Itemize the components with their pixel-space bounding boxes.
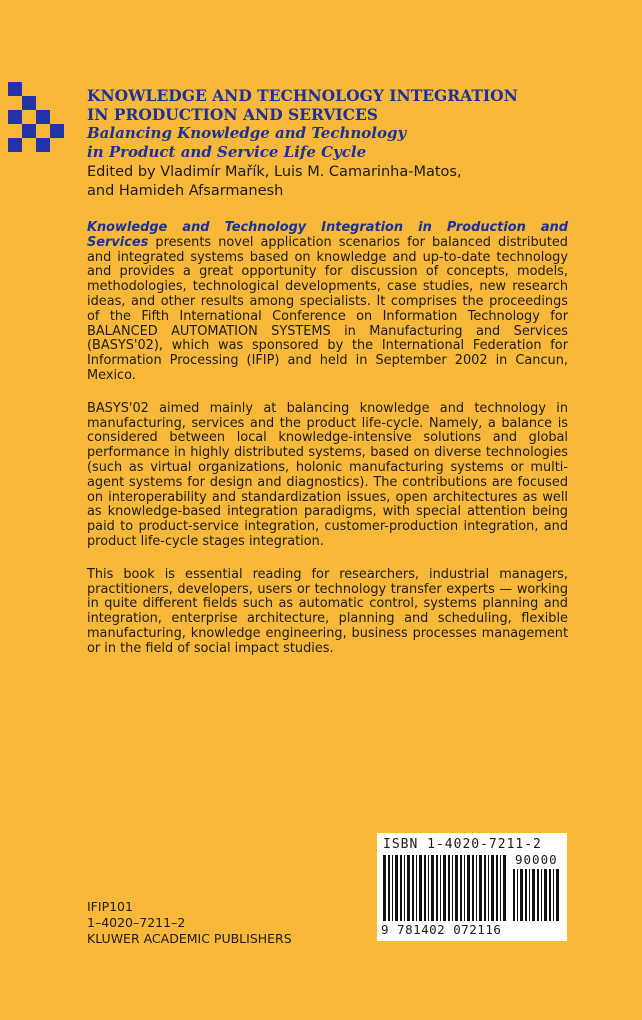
description-paragraph-1-text: presents novel application scenarios for balanced distributed and integrated systems based on knowledge and up-to-date technology and provides a great opportunity for discussion of concepts, models, methodologies, technological developments, case studies, new research ideas, and other results among specialists. It comprises the proceedings of the Fifth International Conference on Information Technology for BALANCED AUTOMATION SYSTEMS in Manufacturing and Services (BASYS'02), which was sponsored by the International Federation for Information Processing (IFIP) and held in September 2002 in Cancun, Mexico. [87,234,568,383]
subtitle-line-2: in Product and Service Life Cycle [87,143,367,161]
editors-line-2: and Hamideh Afsarmanesh [87,183,284,199]
description-book-title: Knowledge and Technology Integration in Production and Services [87,220,568,250]
subtitle-line-1: Balancing Knowledge and Technology [87,124,407,142]
editors-line-1: Edited by Vladimír Mařík, Luis M. Camarinha-Matos, [87,164,462,180]
description-paragraph-1 [87,221,568,384]
book-subtitle [87,124,607,162]
title-line-1: KNOWLEDGE AND TECHNOLOGY INTEGRATION [87,86,518,105]
book-title [87,86,607,124]
footer-series: IFIP101 [87,899,133,914]
description-paragraph-3: This book is essential reading for researchers, industrial managers, practitioners, developers, users or technology transfer experts — working in quite different fields such as automatic control, systems planning and integration, enterprise architecture, planning and scheduling, flexible manufacturing, knowledge engineering, business processes management or in the field of social impact studies. [87,566,568,656]
publisher-logo-icon [8,82,80,154]
footer-isbn: 1–4020–7211–2 [87,915,186,930]
book-header [87,86,607,201]
description-paragraph-2: BASYS'02 aimed mainly at balancing knowledge and technology in manufacturing, services and the product life-cycle. Namely, a balance is considered between local knowledge-intensive solutions and global performance in highly distributed systems, based on diverse technologies (such as virtual organizations, holonic manufacturing systems or multi-agent systems for design and diagnostics). The contributions are focused on interoperability and standardization issues, open architectures as well as knowledge-based integration paradigms, with special attention being paid to product-service integration, customer-production integration, and product life-cycle stages integration. [87,400,568,549]
barcode-isbn-label: ISBN 1-4020-7211-2 [383,837,542,852]
footer [87,899,292,947]
title-line-2: IN PRODUCTION AND SERVICES [87,105,378,124]
barcode-ean-digits: 9 781402 072116 [381,922,502,937]
barcode-bars-icon [383,855,509,921]
editors [87,163,607,201]
footer-publisher: KLUWER ACADEMIC PUBLISHERS [87,931,292,946]
barcode-price-code: 90000 [515,852,558,867]
book-description [87,221,568,675]
isbn-barcode [377,833,567,941]
addon-barcode-bars-icon [513,869,561,921]
